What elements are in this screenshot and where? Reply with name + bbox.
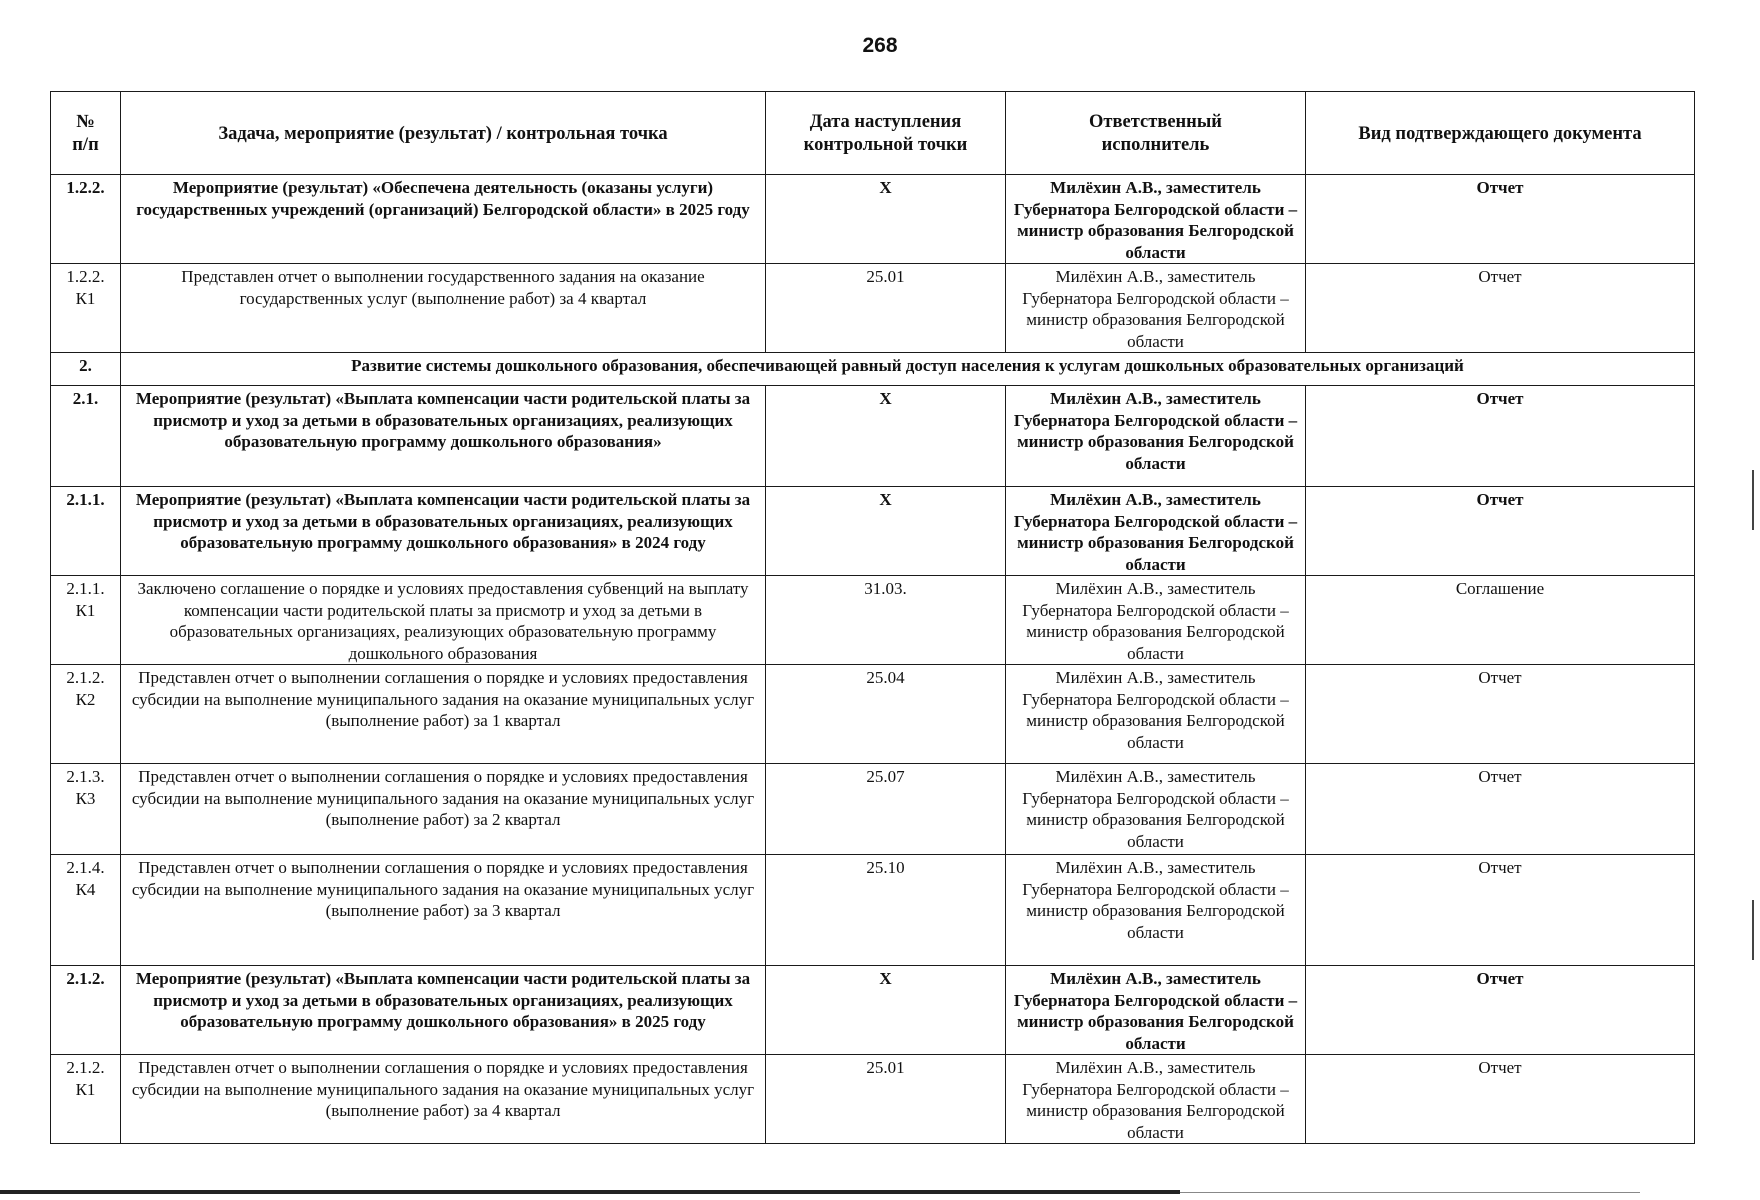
table-header-row bbox=[51, 92, 1695, 175]
row-date: Х bbox=[766, 966, 1006, 1055]
row-document: Отчет bbox=[1306, 855, 1695, 966]
table-row bbox=[51, 764, 1695, 855]
row-task: Мероприятие (результат) «Выплата компенсации части родительской платы за присмотр и уход за детьми в образовательных организациях, реализующих образовательную программу дошкольного образования» в 2024 году bbox=[121, 487, 766, 576]
table-row bbox=[51, 264, 1695, 353]
row-responsible: Милёхин А.В., заместитель Губернатора Белгородской области – министр образования Белгородской области bbox=[1006, 665, 1306, 764]
table-row bbox=[51, 386, 1695, 487]
row-task: Мероприятие (результат) «Выплата компенсации части родительской платы за присмотр и уход за детьми в образовательных организациях, реализующих образовательную программу дошкольного образования» bbox=[121, 386, 766, 487]
row-number: 2.1. bbox=[51, 386, 121, 487]
row-task: Мероприятие (результат) «Обеспечена деятельность (оказаны услуги) государственных учреждений (организаций) Белгородской области» в 2025 году bbox=[121, 175, 766, 264]
row-date: 25.07 bbox=[766, 764, 1006, 855]
row-number: 2.1.2. bbox=[51, 966, 121, 1055]
header-date: Дата наступления контрольной точки bbox=[766, 92, 1006, 175]
section-row bbox=[51, 353, 1695, 386]
header-responsible: Ответственный исполнитель bbox=[1006, 92, 1306, 175]
table-row bbox=[51, 1055, 1695, 1144]
section-title: Развитие системы дошкольного образования, обеспечивающей равный доступ населения к услугам дошкольных образовательных организаций bbox=[121, 353, 1695, 386]
row-document: Отчет bbox=[1306, 1055, 1695, 1144]
row-number: 2. bbox=[51, 353, 121, 386]
page-bottom-rule-thin bbox=[1180, 1192, 1640, 1193]
row-number: 2.1.1. К1 bbox=[51, 576, 121, 665]
row-document: Отчет bbox=[1306, 264, 1695, 353]
row-date: 25.01 bbox=[766, 1055, 1006, 1144]
row-responsible: Милёхин А.В., заместитель Губернатора Белгородской области – министр образования Белгородской области bbox=[1006, 175, 1306, 264]
row-task: Представлен отчет о выполнении соглашения о порядке и условиях предоставления субсидии на выполнение муниципального задания на оказание муниципальных услуг (выполнение работ) за 1 квартал bbox=[121, 665, 766, 764]
table-row bbox=[51, 175, 1695, 264]
row-number: 2.1.1. bbox=[51, 487, 121, 576]
row-responsible: Милёхин А.В., заместитель Губернатора Белгородской области – министр образования Белгородской области bbox=[1006, 487, 1306, 576]
row-responsible: Милёхин А.В., заместитель Губернатора Белгородской области – министр образования Белгородской области bbox=[1006, 1055, 1306, 1144]
table-row bbox=[51, 665, 1695, 764]
table-row bbox=[51, 855, 1695, 966]
row-task: Представлен отчет о выполнении соглашения о порядке и условиях предоставления субсидии на выполнение муниципального задания на оказание муниципальных услуг (выполнение работ) за 3 квартал bbox=[121, 855, 766, 966]
row-task: Представлен отчет о выполнении государственного задания на оказание государственных услуг (выполнение работ) за 4 квартал bbox=[121, 264, 766, 353]
row-document: Отчет bbox=[1306, 175, 1695, 264]
row-number: 2.1.4. К4 bbox=[51, 855, 121, 966]
header-document: Вид подтверждающего документа bbox=[1306, 92, 1695, 175]
row-date: 25.04 bbox=[766, 665, 1006, 764]
row-document: Отчет bbox=[1306, 665, 1695, 764]
page-bottom-rule bbox=[0, 1190, 1180, 1194]
row-task: Заключено соглашение о порядке и условиях предоставления субвенций на выплату компенсации части родительской платы за присмотр и уход за детьми в образовательных организациях, реализующих образовательную программу дошкольного образования bbox=[121, 576, 766, 665]
row-task: Представлен отчет о выполнении соглашения о порядке и условиях предоставления субсидии на выполнение муниципального задания на оказание муниципальных услуг (выполнение работ) за 2 квартал bbox=[121, 764, 766, 855]
row-document: Отчет bbox=[1306, 966, 1695, 1055]
row-document: Отчет bbox=[1306, 764, 1695, 855]
scan-edge-mark bbox=[1752, 900, 1754, 960]
table-row bbox=[51, 576, 1695, 665]
row-date: 31.03. bbox=[766, 576, 1006, 665]
page-number: 268 bbox=[862, 34, 898, 57]
row-document: Отчет bbox=[1306, 386, 1695, 487]
table-row bbox=[51, 487, 1695, 576]
row-date: 25.10 bbox=[766, 855, 1006, 966]
row-number: 2.1.3. К3 bbox=[51, 764, 121, 855]
row-document: Отчет bbox=[1306, 487, 1695, 576]
row-responsible: Милёхин А.В., заместитель Губернатора Белгородской области – министр образования Белгородской области bbox=[1006, 576, 1306, 665]
row-responsible: Милёхин А.В., заместитель Губернатора Белгородской области – министр образования Белгородской области bbox=[1006, 264, 1306, 353]
row-number: 1.2.2. bbox=[51, 175, 121, 264]
row-responsible: Милёхин А.В., заместитель Губернатора Белгородской области – министр образования Белгородской области bbox=[1006, 966, 1306, 1055]
header-number: № п/п bbox=[51, 92, 121, 175]
row-date: Х bbox=[766, 487, 1006, 576]
row-date: 25.01 bbox=[766, 264, 1006, 353]
row-number: 2.1.2. К1 bbox=[51, 1055, 121, 1144]
row-number: 2.1.2. К2 bbox=[51, 665, 121, 764]
table-row bbox=[51, 966, 1695, 1055]
row-number: 1.2.2. К1 bbox=[51, 264, 121, 353]
control-points-table bbox=[50, 91, 1695, 1144]
header-task: Задача, мероприятие (результат) / контрольная точка bbox=[121, 92, 766, 175]
row-responsible: Милёхин А.В., заместитель Губернатора Белгородской области – министр образования Белгородской области bbox=[1006, 386, 1306, 487]
row-task: Мероприятие (результат) «Выплата компенсации части родительской платы за присмотр и уход за детьми в образовательных организациях, реализующих образовательную программу дошкольного образования» в 2025 году bbox=[121, 966, 766, 1055]
row-date: Х bbox=[766, 175, 1006, 264]
scan-edge-mark bbox=[1752, 470, 1754, 530]
row-task: Представлен отчет о выполнении соглашения о порядке и условиях предоставления субсидии на выполнение муниципального задания на оказание муниципальных услуг (выполнение работ) за 4 квартал bbox=[121, 1055, 766, 1144]
row-responsible: Милёхин А.В., заместитель Губернатора Белгородской области – министр образования Белгородской области bbox=[1006, 855, 1306, 966]
row-responsible: Милёхин А.В., заместитель Губернатора Белгородской области – министр образования Белгородской области bbox=[1006, 764, 1306, 855]
row-date: Х bbox=[766, 386, 1006, 487]
row-document: Соглашение bbox=[1306, 576, 1695, 665]
